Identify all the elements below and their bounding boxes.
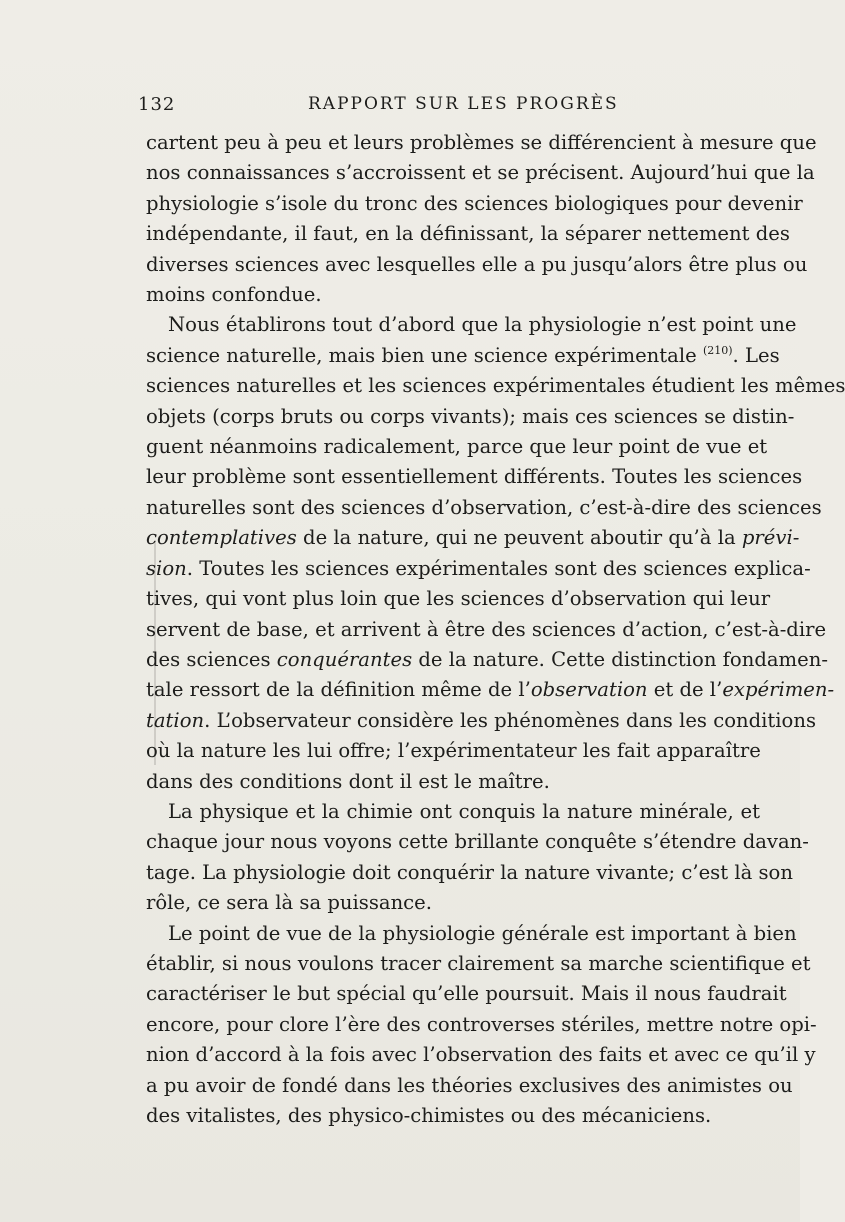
text-line: tage. La physiologie doit conquérir la nature vivante; c’est là son xyxy=(146,860,793,884)
text-line: sciences naturelles et les sciences expérimentales étudient les mêmes xyxy=(146,374,845,398)
text-line: où la nature les lui offre; l’expérimentateur les fait apparaître xyxy=(146,739,761,763)
text-line: moins confondue. xyxy=(146,283,322,307)
text-line: sion. Toutes les sciences expérimentales sont des sciences explica- xyxy=(146,556,811,580)
body-text xyxy=(146,128,845,1131)
text-line: dans des conditions dont il est le maître. xyxy=(146,769,550,793)
text-line: indépendante, il faut, en la définissant, la séparer nettement des xyxy=(146,222,790,246)
text-line: guent néanmoins radicalement, parce que leur point de vue et xyxy=(146,435,768,459)
footnote-ref: (210) xyxy=(702,343,733,357)
text-line: des vitalistes, des physico-chimistes ou des mécaniciens. xyxy=(146,1104,712,1127)
text-line: servent de base, et arrivent à être des sciences d’action, c’est-à-dire xyxy=(146,617,827,641)
text-line: diverses sciences avec lesquelles elle a pu jusqu’alors être plus ou xyxy=(146,252,808,276)
text-line: des sciences conquérantes de la nature. Cette distinction fondamen- xyxy=(146,647,828,671)
text-line: leur problème sont essentiellement différents. Toutes les sciences xyxy=(146,465,803,489)
text-line: tives, qui vont plus loin que les sciences d’observation qui leur xyxy=(146,587,771,611)
text-line: tation. L’observateur considère les phénomènes dans les conditions xyxy=(146,708,817,732)
text-line: contemplatives de la nature, qui ne peuvent aboutir qu’à la prévi- xyxy=(146,526,800,550)
italic-term: tation xyxy=(146,708,205,732)
text-line: physiologie s’isole du tronc des sciences biologiques pour devenir xyxy=(146,191,803,215)
text-line: établir, si nous voulons tracer clairement sa marche scientifique et xyxy=(146,951,811,975)
paragraph xyxy=(146,128,817,310)
italic-term: sion xyxy=(146,556,187,580)
text-line: caractériser le but spécial qu’elle poursuit. Mais il nous faudrait xyxy=(146,982,787,1006)
italic-term: conquérantes xyxy=(276,647,413,671)
text-line: naturelles sont des sciences d’observation, c’est-à-dire des sciences xyxy=(146,495,822,519)
running-head: RAPPORT SUR LES PROGRÈS xyxy=(308,94,619,114)
text-line: science naturelle, mais bien une science expérimentale $^{(210)}$. Les xyxy=(146,343,780,367)
paragraph xyxy=(146,797,809,919)
text-line: chaque jour nous voyons cette brillante conquête s’étendre davan- xyxy=(146,830,809,854)
text-line: a pu avoir de fondé dans les théories exclusives des animistes ou xyxy=(146,1073,793,1097)
italic-term: expérimen- xyxy=(722,678,835,702)
italic-term: observation xyxy=(530,678,648,702)
text-line: nos connaissances s’accroissent et se précisent. Aujourd’hui que la xyxy=(146,161,815,185)
text-line: objets (corps bruts ou corps vivants); mais ces sciences se distin- xyxy=(146,404,795,428)
text-line: tale ressort de la définition même de l’observation et de l’expérimen- xyxy=(146,678,835,702)
text-line: nion d’accord à la fois avec l’observation des faits et avec ce qu’il y xyxy=(146,1043,816,1067)
page-number: 132 xyxy=(138,94,176,115)
text-line: La physique et la chimie ont conquis la nature minérale, et xyxy=(168,799,760,823)
page-header xyxy=(138,94,718,124)
italic-term: contemplatives xyxy=(146,526,297,550)
text-line: cartent peu à peu et leurs problèmes se différencient à mesure que xyxy=(146,131,817,154)
text-line: Le point de vue de la physiologie générale est important à bien xyxy=(168,921,797,945)
text-line: encore, pour clore l’ère des controverses stériles, mettre notre opi- xyxy=(146,1012,817,1036)
text-line: rôle, ce sera là sa puissance. xyxy=(146,891,432,915)
italic-term: prévi- xyxy=(741,526,800,550)
paragraph xyxy=(146,310,845,797)
text-line: Nous établirons tout d’abord que la physiologie n’est point une xyxy=(168,313,797,337)
paragraph xyxy=(146,919,817,1132)
